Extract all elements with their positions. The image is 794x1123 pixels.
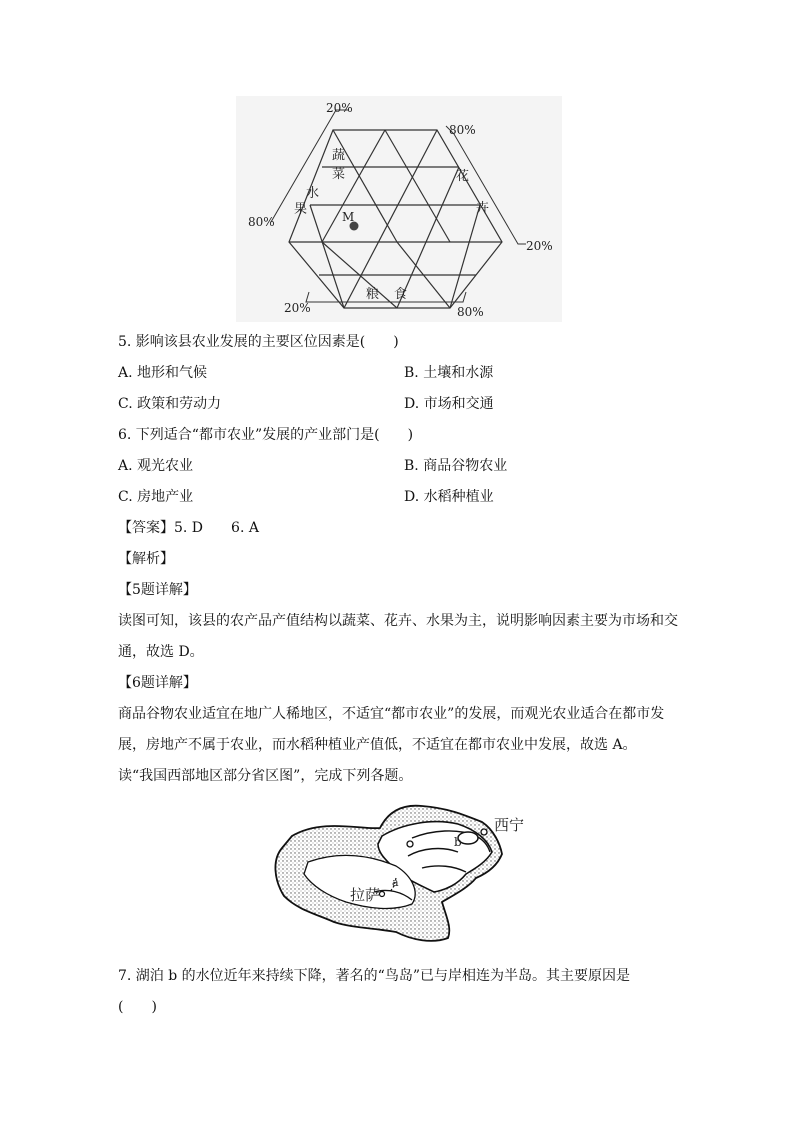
q6-detail-heading: 【6题详解】 [118, 675, 197, 691]
western-region-map [262, 800, 532, 946]
top-left-pct: 20% [326, 101, 353, 115]
point-a-label: a [392, 876, 399, 889]
q6-detail-line-2: 展，房地产不属于农业，而水稻种植业产值低，不适宜在都市农业中发展，故选 A。 [118, 737, 637, 753]
map-intro: 读“我国西部地区部分省区图”，完成下列各题。 [118, 768, 413, 784]
right-axis-char-1: 花 [456, 169, 470, 184]
q6-stem: 6. 下列适合“都市农业”发展的产业部门是( ) [118, 427, 414, 443]
point-m-label: M [342, 210, 355, 224]
right-pct: 20% [526, 239, 553, 253]
q5-detail-heading: 【5题详解】 [118, 582, 197, 598]
q5-detail-line-1: 读图可知，该县的农产品产值结构以蔬菜、花卉、水果为主，说明影响因素主要为市场和交 [118, 613, 678, 629]
bottom-axis-char-1: 粮 [366, 287, 380, 302]
q7-stem-line-2: ( ) [118, 999, 157, 1015]
right-axis-char-2: 卉 [476, 201, 490, 216]
ternary-diagram [236, 96, 562, 322]
q5-stem: 5. 影响该县农业发展的主要区位因素是( ) [118, 334, 399, 350]
left-pct: 80% [248, 215, 275, 229]
left-axis-char-3: 水 [306, 186, 320, 201]
bottom-left-pct: 20% [284, 301, 311, 315]
city-marker-1 [407, 841, 413, 847]
lhasa-marker [380, 892, 385, 897]
left-axis-char-4: 果 [294, 202, 308, 217]
answer-line: 【答案】5. D 6. A [118, 520, 259, 536]
q5-option-a: A. 地形和气候 [118, 365, 208, 381]
q6-option-d: D. 水稻种植业 [404, 489, 494, 505]
q5-detail-line-2: 通，故选 D。 [118, 644, 204, 660]
q5-option-c: C. 政策和劳动力 [118, 396, 222, 412]
q5-option-b: B. 土壤和水源 [404, 365, 494, 381]
q6-option-c: C. 房地产业 [118, 489, 194, 505]
q5-option-d: D. 市场和交通 [404, 396, 494, 412]
left-axis-char-2: 菜 [332, 167, 346, 182]
q7-stem-line-1: 7. 湖泊 b 的水位近年来持续下降，著名的“鸟岛”已与岸相连为半岛。其主要原因是 [118, 968, 630, 984]
point-b-label: b [454, 835, 462, 849]
bottom-axis-char-2: 食 [394, 287, 408, 302]
left-axis-char-1: 蔬 [332, 148, 346, 163]
xining-marker [481, 829, 487, 835]
xining-label: 西宁 [494, 816, 525, 834]
top-right-pct: 80% [449, 123, 476, 137]
q6-option-a: A. 观光农业 [118, 458, 194, 474]
q6-option-b: B. 商品谷物农业 [404, 458, 508, 474]
analysis-heading: 【解析】 [118, 551, 174, 567]
bottom-right-pct: 80% [457, 305, 484, 319]
lhasa-label: 拉萨 [350, 886, 381, 904]
q6-detail-line-1: 商品谷物农业适宜在地广人稀地区，不适宜“都市农业”的发展，而观光农业适合在都市发 [118, 706, 665, 722]
